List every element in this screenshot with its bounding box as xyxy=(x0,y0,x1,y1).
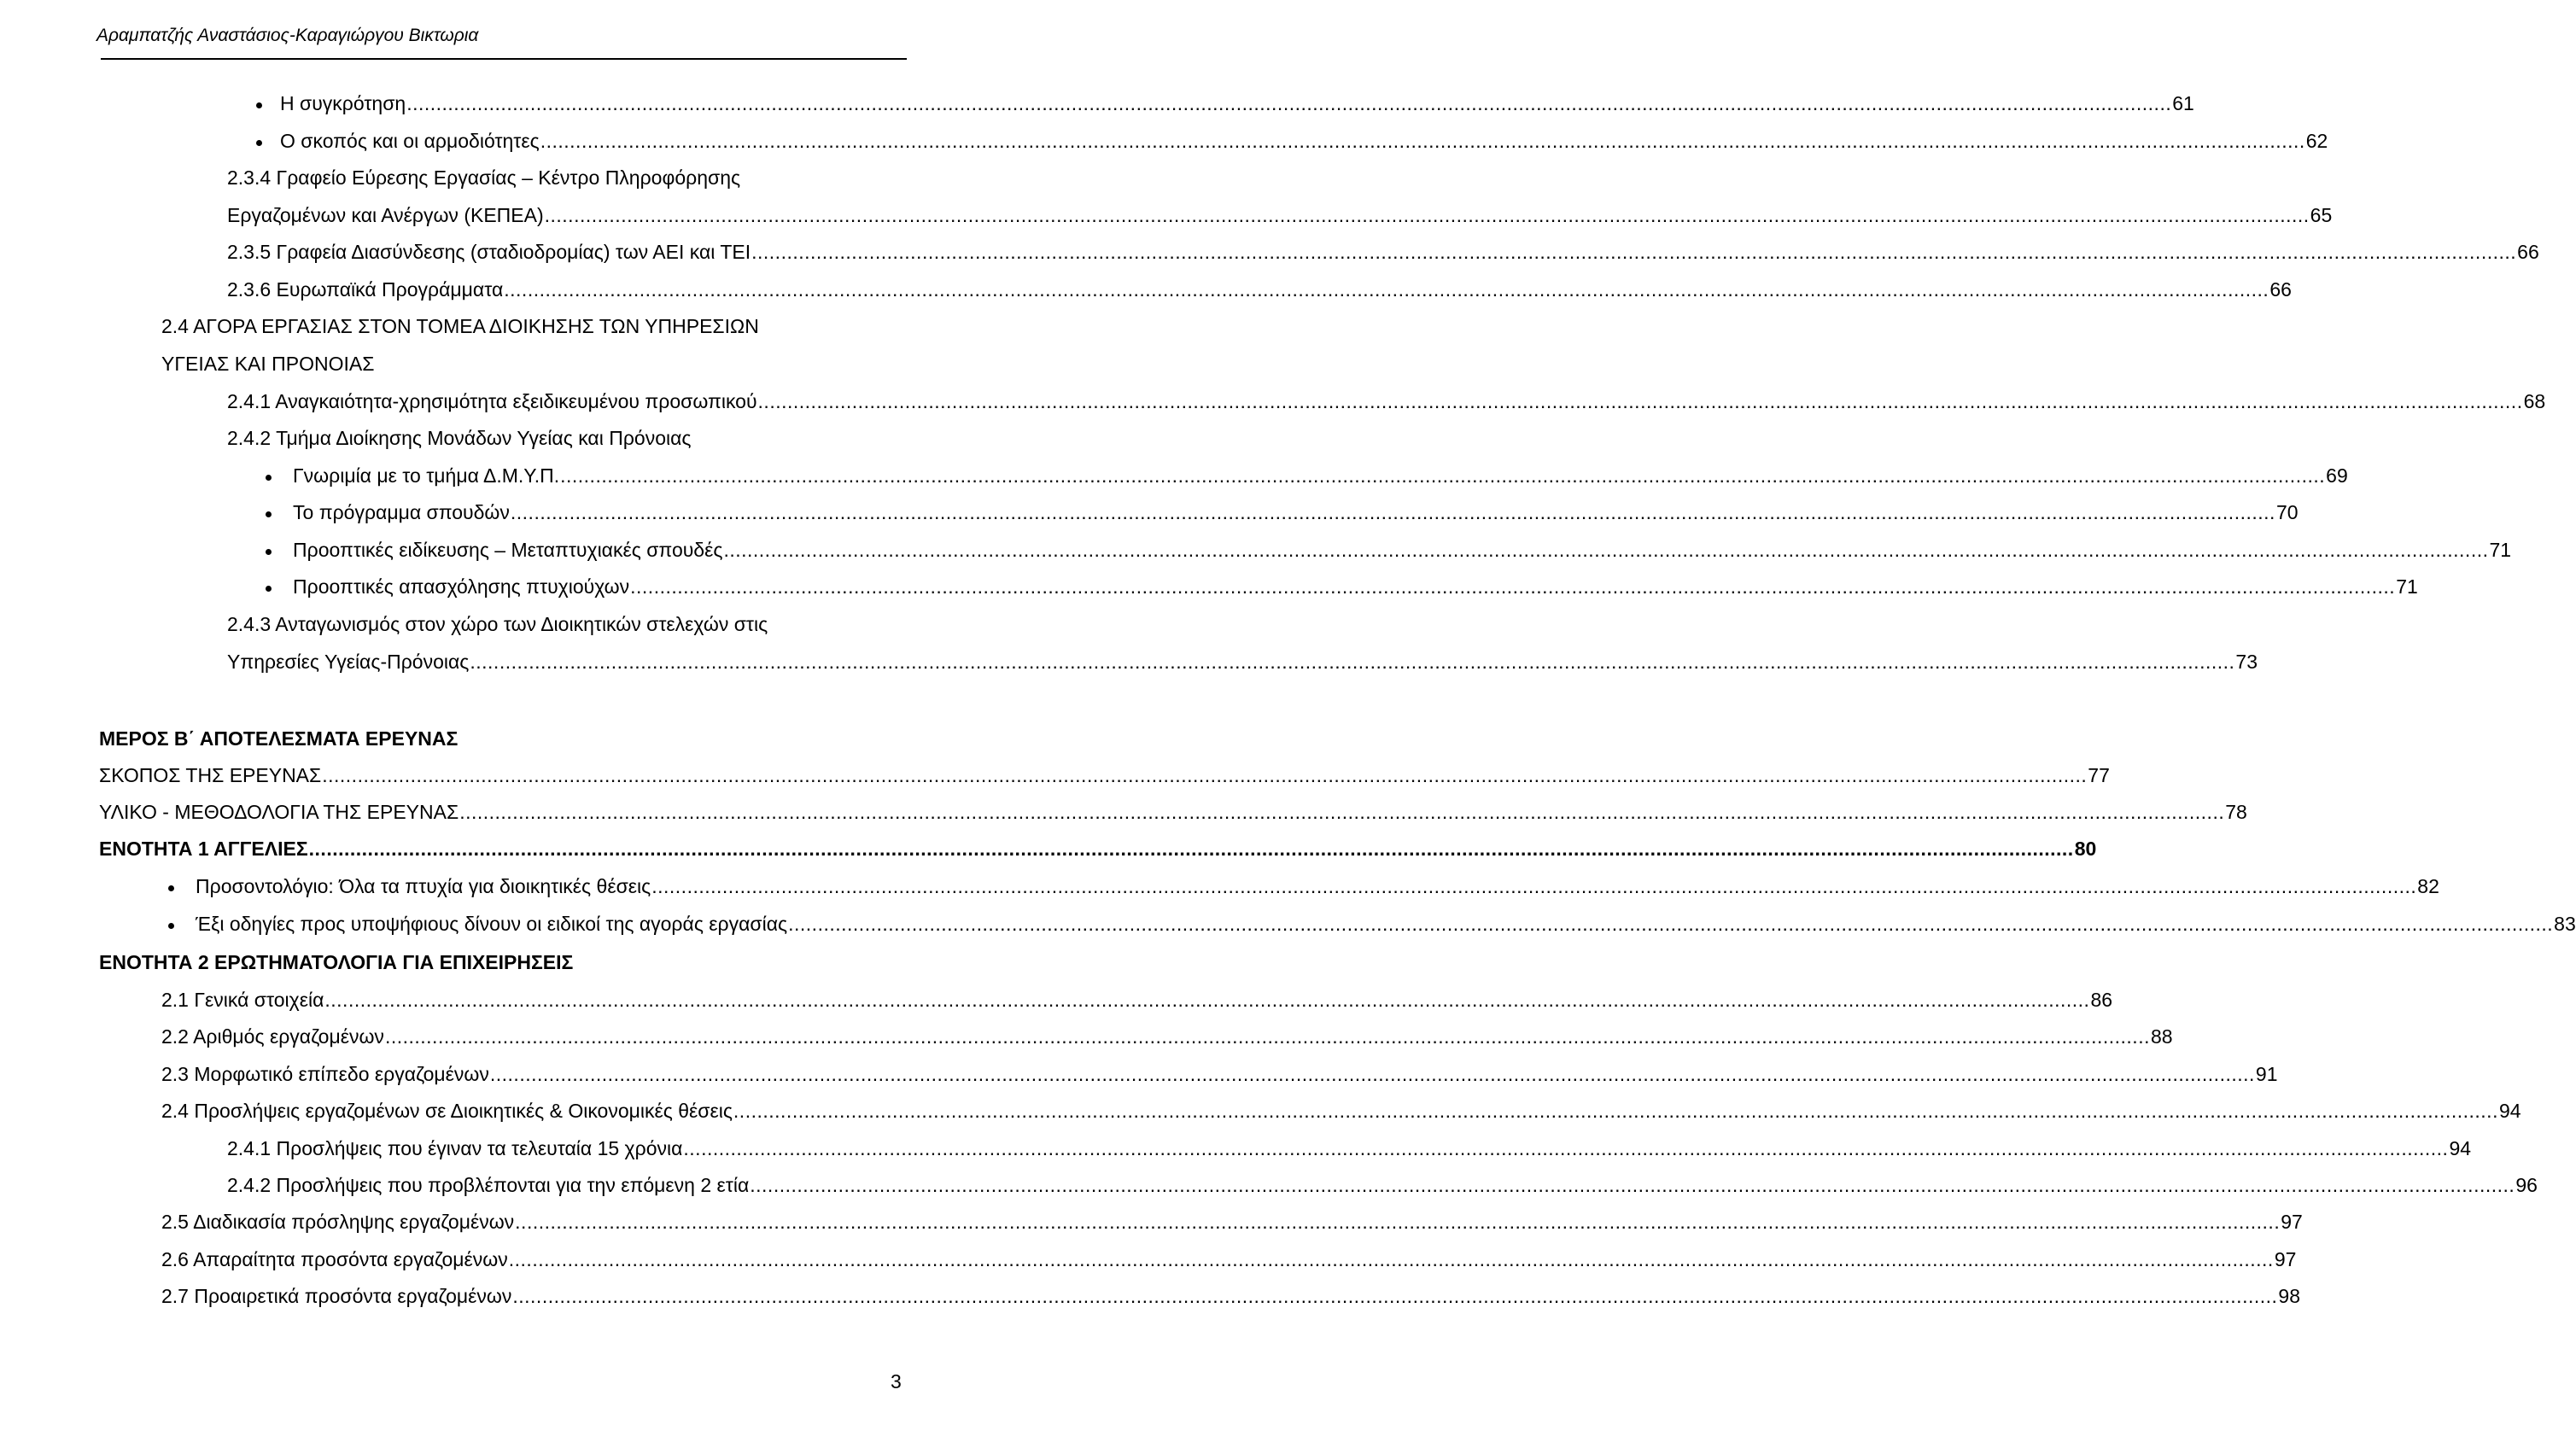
toc-entry xyxy=(161,1209,2303,1235)
toc-entry-page: 97 xyxy=(2274,1248,2297,1270)
toc-entry-title: 2.4 Προσλήψεις εργαζομένων σε Διοικητικές & Οικονομικές θέσεις xyxy=(161,1100,733,1122)
toc-entry-title: 2.4.3 Ανταγωνισμός στον χώρο των Διοικητικών στελεχών στις xyxy=(227,613,768,635)
bullet-icon xyxy=(266,586,272,592)
toc-entry-page: 66 xyxy=(2269,278,2292,301)
toc-entry-title: Προσοντολόγιο: Όλα τα πτυχία για διοικητικές θέσεις xyxy=(196,875,651,897)
toc-entry-title: 2.4.1 Αναγκαιότητα-χρησιμότητα εξειδικευμένου προσωπικού xyxy=(227,390,757,412)
toc-entry-title: ΜΕΡΟΣ Β΄ ΑΠΟΤΕΛΕΣΜΑΤΑ ΕΡΕΥΝΑΣ xyxy=(99,727,459,750)
toc-leader-dots: ............................................................................................................................................................................................................................................................................................................ xyxy=(723,539,2489,561)
toc-entry xyxy=(227,425,691,451)
toc-leader-dots: ............................................................................................................................................................................................................................................................................................................ xyxy=(510,501,2275,523)
toc-entry-page: 70 xyxy=(2275,501,2299,523)
toc-entry xyxy=(293,537,2512,563)
bullet-icon xyxy=(256,102,262,108)
toc-entry-title: 2.3.5 Γραφεία Διασύνδεσης (σταδιοδρομίας) των ΑΕΙ και ΤΕΙ xyxy=(227,241,751,263)
toc-entry-title: Ο σκοπός και οι αρμοδιότητες xyxy=(280,130,540,152)
toc-entry-page: 98 xyxy=(2278,1285,2301,1307)
toc-leader-dots: ............................................................................................................................................................................................................................................................................................................ xyxy=(508,1248,2274,1270)
toc-entry xyxy=(99,836,2097,861)
toc-entry-page: 65 xyxy=(2310,204,2333,226)
toc-entry-title: ΕΝΟΤΗΤΑ 2 ΕΡΩΤΗΜΑΤΟΛΟΓΙΑ ΓΙΑ ΕΠΙΧΕΙΡΗΣΕΙΣ xyxy=(99,951,574,973)
bullet-icon xyxy=(168,885,174,891)
toc-entry-title: Εργαζομένων και Ανέργων (ΚΕΠΕΑ) xyxy=(227,204,544,226)
toc-entry-title: Προοπτικές απασχόλησης πτυχιούχων xyxy=(293,575,630,598)
toc-entry-title: ΕΝΟΤΗΤΑ 1 ΑΓΓΕΛΙΕΣ xyxy=(99,838,308,860)
toc-entry xyxy=(161,1098,2521,1124)
toc-entry-page: 94 xyxy=(2498,1100,2521,1122)
toc-entry xyxy=(227,202,2333,228)
toc-leader-dots: ............................................................................................................................................................................................................................................................................................................ xyxy=(515,1211,2281,1233)
toc-entry-page: 80 xyxy=(2074,838,2097,860)
toc-entry xyxy=(99,762,2110,788)
toc-entry-page: 71 xyxy=(2489,539,2512,561)
toc-leader-dots: ............................................................................................................................................................................................................................................................................................................ xyxy=(560,464,2326,487)
toc-entry xyxy=(280,90,2194,116)
bullet-icon xyxy=(256,140,262,146)
toc-entry-title: 2.6 Απαραίτητα προσόντα εργαζομένων xyxy=(161,1248,508,1270)
toc-leader-dots: ............................................................................................................................................................................................................................................................................................................ xyxy=(384,1025,2150,1048)
toc-entry-page: 88 xyxy=(2150,1025,2173,1048)
toc-leader-dots: ............................................................................................................................................................................................................................................................................................................ xyxy=(470,651,2235,673)
toc-entry xyxy=(227,649,2258,674)
toc-leader-dots: ............................................................................................................................................................................................................................................................................................................ xyxy=(683,1137,2449,1159)
toc-entry-page: 83 xyxy=(2554,913,2576,935)
toc-entry xyxy=(99,726,458,751)
toc-entry xyxy=(227,611,768,637)
toc-leader-dots: ............................................................................................................................................................................................................................................................................................................ xyxy=(630,575,2396,598)
toc-entry-title: 2.3.6 Ευρωπαϊκά Προγράμματα xyxy=(227,278,504,301)
toc-leader-dots: ............................................................................................................................................................................................................................................................................................................ xyxy=(733,1100,2498,1122)
toc-entry xyxy=(161,313,759,339)
toc-entry xyxy=(227,1136,2472,1161)
toc-entry-title: Έξι οδηγίες προς υποψήφιους δίνουν οι ειδικοί της αγοράς εργασίας xyxy=(196,913,788,935)
toc-leader-dots: ............................................................................................................................................................................................................................................................................................................ xyxy=(540,130,2305,152)
toc-leader-dots: ............................................................................................................................................................................................................................................................................................................ xyxy=(512,1285,2278,1307)
toc-entry xyxy=(161,987,2113,1013)
toc-entry-title: Η συγκρότηση xyxy=(280,92,406,114)
toc-leader-dots: ............................................................................................................................................................................................................................................................................................................ xyxy=(751,241,2517,263)
toc-entry-page: 71 xyxy=(2396,575,2418,598)
toc-leader-dots: ............................................................................................................................................................................................................................................................................................................ xyxy=(459,801,2225,823)
toc-entry-title: 2.1 Γενικά στοιχεία xyxy=(161,989,324,1011)
toc-entry-title: Υπηρεσίες Υγείας-Πρόνοιας xyxy=(227,651,470,673)
bullet-icon xyxy=(266,475,272,481)
toc-entry xyxy=(99,949,573,975)
toc-entry-page: 97 xyxy=(2281,1211,2303,1233)
toc-entry xyxy=(161,1247,2297,1272)
toc-entry xyxy=(227,388,2546,414)
toc-entry-title: Γνωριμία με το τμήμα Δ.Μ.Υ.Π. xyxy=(293,464,560,487)
toc-entry xyxy=(293,499,2299,525)
toc-entry-page: 73 xyxy=(2235,651,2258,673)
toc-entry-page: 82 xyxy=(2417,875,2439,897)
toc-entry-title: Προοπτικές ειδίκευσης – Μεταπτυχιακές σπουδές xyxy=(293,539,723,561)
toc-entry-title: ΥΓΕΙΑΣ ΚΑΙ ΠΡΟΝΟΙΑΣ xyxy=(161,353,375,375)
bullet-icon xyxy=(168,923,174,929)
toc-entry-page: 66 xyxy=(2517,241,2539,263)
toc-entry-title: ΣΚΟΠΟΣ ΤΗΣ ΕΡΕΥΝΑΣ xyxy=(99,764,322,786)
bullet-icon xyxy=(266,549,272,555)
toc-entry xyxy=(280,128,2328,154)
toc-entry-title: 2.3.4 Γραφείο Εύρεσης Εργασίας – Κέντρο Πληροφόρησης xyxy=(227,166,741,189)
toc-entry xyxy=(161,1283,2301,1309)
toc-entry xyxy=(227,277,2292,302)
toc-entry-page: 61 xyxy=(2172,92,2194,114)
toc-entry-page: 68 xyxy=(2523,390,2546,412)
toc-entry-page: 94 xyxy=(2449,1137,2472,1159)
toc-entry-page: 69 xyxy=(2326,464,2348,487)
toc-entry-title: 2.4.2 Προσλήψεις που προβλέπονται για την επόμενη 2 ετία xyxy=(227,1174,750,1196)
toc-entry xyxy=(227,165,740,190)
toc-entry xyxy=(293,463,2348,488)
toc-entry-title: 2.4 ΑΓΟΡΑ ΕΡΓΑΣΙΑΣ ΣΤΟΝ ΤΟΜΕΑ ΔΙΟΙΚΗΣΗΣ ΤΩΝ ΥΠΗΡΕΣΙΩΝ xyxy=(161,315,759,337)
toc-leader-dots: ............................................................................................................................................................................................................................................................................................................ xyxy=(750,1174,2515,1196)
toc-entry-title: 2.4.1 Προσλήψεις που έγιναν τα τελευταία 15 χρόνια xyxy=(227,1137,683,1159)
toc-entry-page: 86 xyxy=(2090,989,2113,1011)
toc-entry xyxy=(99,799,2247,825)
toc-leader-dots: ............................................................................................................................................................................................................................................................................................................ xyxy=(788,913,2554,935)
toc-leader-dots: ............................................................................................................................................................................................................................................................................................................ xyxy=(489,1063,2255,1085)
bullet-icon xyxy=(266,511,272,517)
toc-leader-dots: ............................................................................................................................................................................................................................................................................................................ xyxy=(504,278,2269,301)
toc-leader-dots: ............................................................................................................................................................................................................................................................................................................ xyxy=(322,764,2088,786)
toc-entry xyxy=(227,1172,2538,1198)
toc-entry-title: 2.7 Προαιρετικά προσόντα εργαζομένων xyxy=(161,1285,512,1307)
toc-entry xyxy=(161,1061,2278,1087)
toc-entry xyxy=(227,239,2539,265)
header-author: Αραμπατζής Αναστάσιος-Καραγιώργου Βικτωρια xyxy=(96,26,479,45)
toc-entry-title: 2.4.2 Τμήμα Διοίκησης Μονάδων Υγείας και Πρόνοιας xyxy=(227,427,692,449)
toc-leader-dots: ............................................................................................................................................................................................................................................................................................................ xyxy=(308,838,2074,860)
toc-leader-dots: ............................................................................................................................................................................................................................................................................................................ xyxy=(406,92,2172,114)
toc-entry-title: Το πρόγραμμα σπουδών xyxy=(293,501,510,523)
toc-entry-title: ΥΛΙΚΟ - ΜΕΘΟΔΟΛΟΓΙΑ ΤΗΣ ΕΡΕΥΝΑΣ xyxy=(99,801,459,823)
toc-leader-dots: ............................................................................................................................................................................................................................................................................................................ xyxy=(544,204,2310,226)
toc-entry-page: 78 xyxy=(2225,801,2247,823)
toc-entry-title: 2.2 Αριθμός εργαζομένων xyxy=(161,1025,384,1048)
toc-leader-dots: ............................................................................................................................................................................................................................................................................................................ xyxy=(651,875,2417,897)
toc-entry xyxy=(161,1024,2173,1049)
toc-entry xyxy=(293,574,2418,599)
toc-entry-page: 77 xyxy=(2088,764,2110,786)
toc-entry xyxy=(161,351,374,377)
toc-entry-page: 62 xyxy=(2305,130,2328,152)
page-number: 3 xyxy=(891,1370,902,1393)
toc-entry-page: 96 xyxy=(2515,1174,2538,1196)
toc-entry-page: 91 xyxy=(2255,1063,2278,1085)
toc-entry-title: 2.3 Μορφωτικό επίπεδο εργαζομένων xyxy=(161,1063,489,1085)
header-rule xyxy=(101,58,907,60)
toc-leader-dots: ............................................................................................................................................................................................................................................................................................................ xyxy=(324,989,2090,1011)
toc-leader-dots: ............................................................................................................................................................................................................................................................................................................ xyxy=(757,390,2523,412)
toc-entry xyxy=(196,911,2576,937)
toc-entry-title: 2.5 Διαδικασία πρόσληψης εργαζομένων xyxy=(161,1211,515,1233)
toc-entry xyxy=(196,873,2439,899)
